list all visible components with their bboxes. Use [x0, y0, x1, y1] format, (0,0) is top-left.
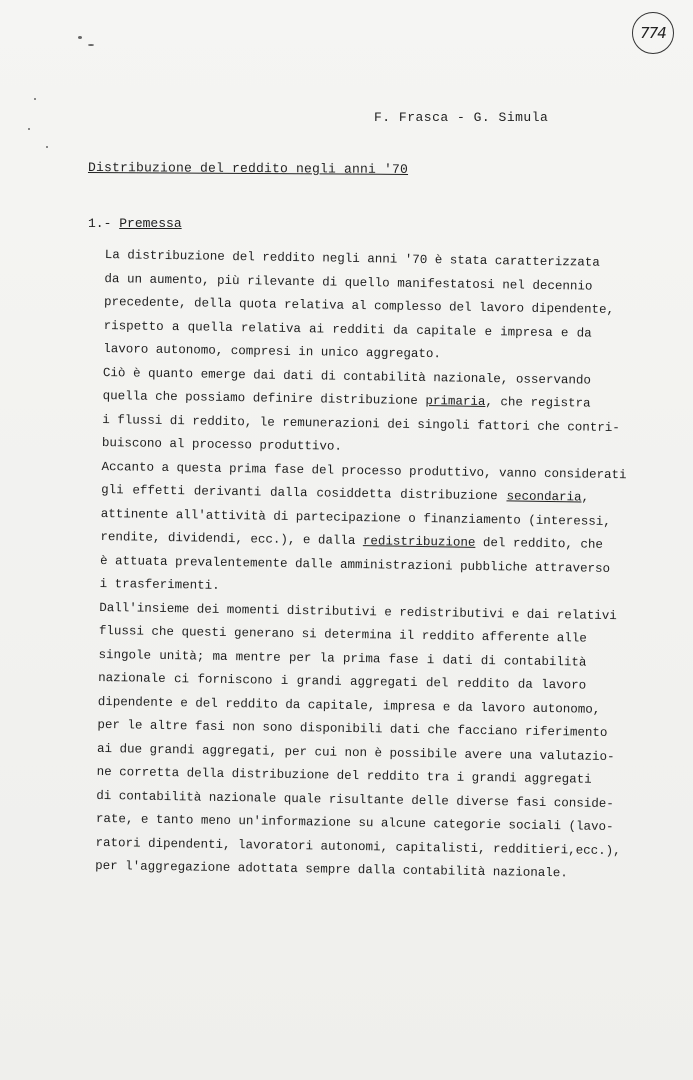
text-line: Dall'insieme dei momenti distributivi e redistributivi e dai relativi — [99, 600, 617, 623]
scan-speck — [46, 146, 48, 148]
text-line: Ciò è quanto emerge dai dati di contabilità nazionale, osservando — [102, 365, 592, 388]
paragraph-3 — [99, 455, 627, 604]
author-line: F. Frasca - G. Simula — [374, 110, 549, 125]
text-line: di contabilità nazionale quale risultante delle diverse fasi conside- — [96, 788, 614, 811]
text-line: buiscono al processo produttivo. — [101, 435, 343, 454]
text-line: ne corretta della distribuzione del reddito tra i grandi aggregati — [96, 764, 592, 787]
paragraph-1 — [103, 244, 615, 369]
text-line: gli effetti derivanti dalla cosiddetta distribuzione secondaria, — [101, 482, 590, 505]
text-line: per le altre fasi non sono disponibili dati che facciano riferimento — [97, 717, 608, 740]
text-line: rispetto a quella relativa ai redditi da capitale e impresa e da — [103, 318, 592, 341]
text-line: attinente all'attività di partecipazione o finanziamento (interessi, — [100, 506, 611, 529]
page-number-stamp: 774 — [632, 12, 674, 54]
text-line: i trasferimenti. — [99, 576, 220, 593]
underlined-term-secondaria: secondaria — [506, 489, 582, 505]
text-line: dipendente e del reddito da capitale, impresa e da lavoro autonomo, — [97, 694, 601, 717]
text-line: nazionale ci forniscono i grandi aggregati del reddito da lavoro — [98, 670, 587, 693]
document-title: Distribuzione del reddito negli anni '70 — [87, 160, 409, 177]
section-number: 1.- — [88, 216, 112, 231]
document-body — [95, 244, 627, 886]
text-line: per l'aggregazione adottata sempre dalla contabilità nazionale. — [95, 858, 568, 881]
text-line: rendite, dividendi, ecc.), e dalla redistribuzione del reddito, che — [100, 529, 604, 552]
text-line: singole unità; ma mentre per la prima fase i dati di contabilità — [98, 647, 587, 670]
text-line: La distribuzione del reddito negli anni '70 è stata caratterizzata — [104, 247, 600, 270]
text-line: lavoro autonomo, compresi in unico aggregato. — [103, 341, 441, 362]
scan-speck — [88, 44, 94, 46]
section-heading — [88, 216, 182, 231]
text-line: quella che possiamo definire distribuzione primaria, che registra — [102, 388, 591, 411]
scan-speck — [28, 128, 30, 130]
text-line: ai due grandi aggregati, per cui non è possibile avere una valutazio- — [96, 741, 615, 764]
text-line: rate, e tanto meno un'informazione su alcune categorie sociali (lavo- — [95, 811, 614, 835]
scan-speck — [34, 98, 36, 100]
section-title: Premessa — [119, 216, 182, 231]
underlined-term-redistribuzione: redistribuzione — [362, 534, 476, 550]
text-line: precedente, della quota relativa al complesso del lavoro dipendente, — [103, 294, 615, 318]
paragraph-4 — [95, 596, 621, 886]
text-line: flussi che questi generano si determina il reddito afferente alle — [98, 623, 587, 646]
text-line: i flussi di reddito, le remunerazioni dei singoli fattori che contri- — [102, 412, 620, 435]
text-line: ratori dipendenti, lavoratori autonomi, capitalisti, redditieri,ecc.), — [95, 835, 621, 858]
underlined-term-primaria: primaria — [425, 394, 486, 409]
scan-speck — [78, 36, 82, 39]
text-line: da un aumento, più rilevante di quello manifestatosi nel decennio — [104, 271, 593, 294]
paragraph-2 — [101, 361, 620, 463]
text-line: è attuata prevalentemente dalle amministrazioni pubbliche attraverso — [99, 553, 611, 576]
text-line: Accanto a questa prima fase del processo produttivo, vanno considerati — [101, 459, 627, 482]
